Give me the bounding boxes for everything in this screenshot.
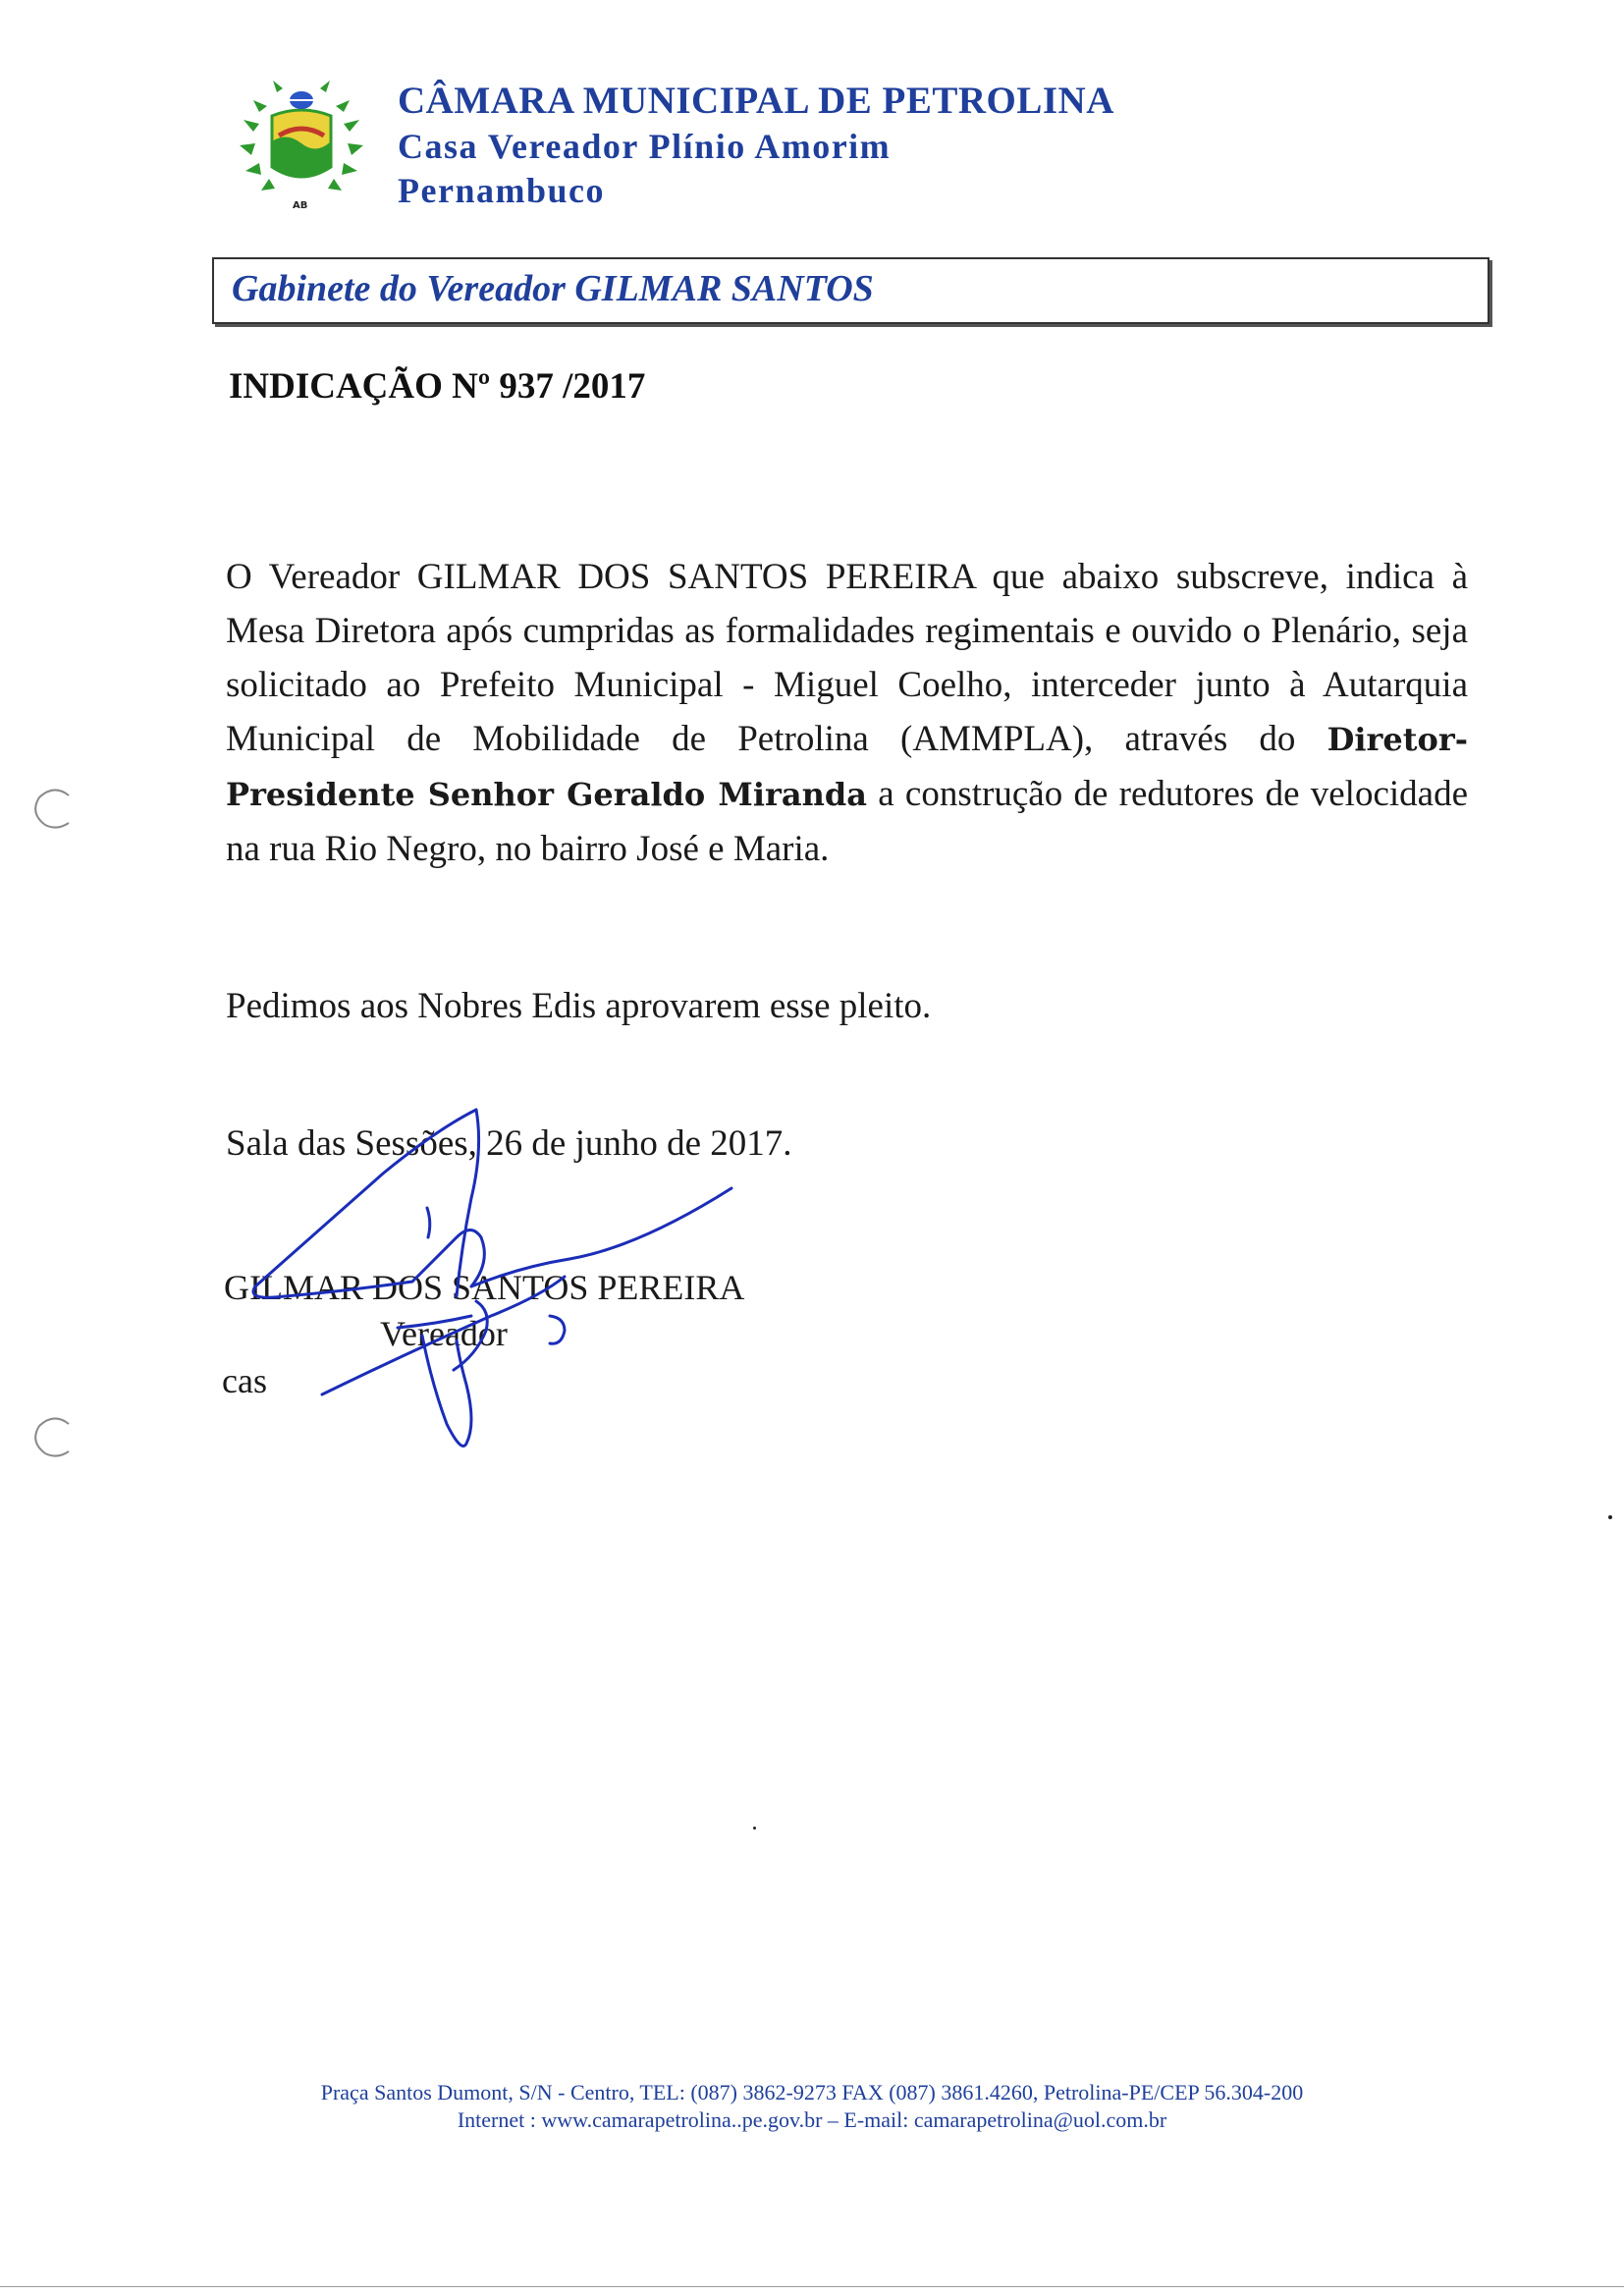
signer-role: Vereador: [380, 1314, 508, 1353]
document-heading: INDICAÇÃO Nº 937 /2017: [229, 366, 646, 407]
signer-name: GILMAR DOS SANTOS PEREIRA: [224, 1268, 745, 1307]
punch-hole-top: [29, 786, 75, 831]
svg-text:AB: AB: [293, 200, 308, 211]
body-paragraph: [226, 550, 1468, 876]
scan-speck: [753, 1827, 756, 1830]
office-banner: [212, 257, 1489, 324]
page-edge-line: [0, 2286, 1624, 2287]
body-intro: O Vereador GILMAR DOS SANTOS PEREIRA que abaixo subscreve, indica à Mesa Diretora após cumpridas as formalidades regimentais e ouvido o Plenário, seja solicitado ao Prefeito Municipal - Miguel Coelho, interceder junto à Autarquia Municipal de Mobilidade de Petrolina (AMMPLA), através do: [226, 557, 1468, 759]
place-date-line: Sala das Sessões, 26 de junho de 2017.: [226, 1123, 792, 1164]
body-end: a construção de redutores de velocidade na rua Rio Negro, no bairro José e Maria.: [226, 774, 1469, 869]
body-bold-name: Diretor-Presidente Senhor Geraldo Miranda: [226, 721, 1469, 813]
office-title: Gabinete do Vereador GILMAR SANTOS: [232, 268, 874, 309]
footer-contact: Internet : www.camarapetrolina..pe.gov.br – E-mail: camarapetrolina@uol.com.br: [457, 2107, 1167, 2132]
municipal-emblem-logo: [228, 77, 375, 214]
scan-speck: [1608, 1515, 1612, 1519]
state-name: Pernambuco: [398, 171, 605, 210]
punch-hole-bottom: [29, 1414, 75, 1459]
house-name: Casa Vereador Plínio Amorim: [398, 127, 892, 166]
typist-initials: cas: [222, 1361, 267, 1400]
footer-address: Praça Santos Dumont, S/N - Centro, TEL: (087) 3862-9273 FAX (087) 3861.4260, Petrolina-PE/CEP 56.304-200: [320, 2080, 1304, 2105]
request-line: Pedimos aos Nobres Edis aprovarem esse pleito.: [226, 986, 932, 1026]
institution-name: CÂMARA MUNICIPAL DE PETROLINA: [398, 80, 1114, 122]
